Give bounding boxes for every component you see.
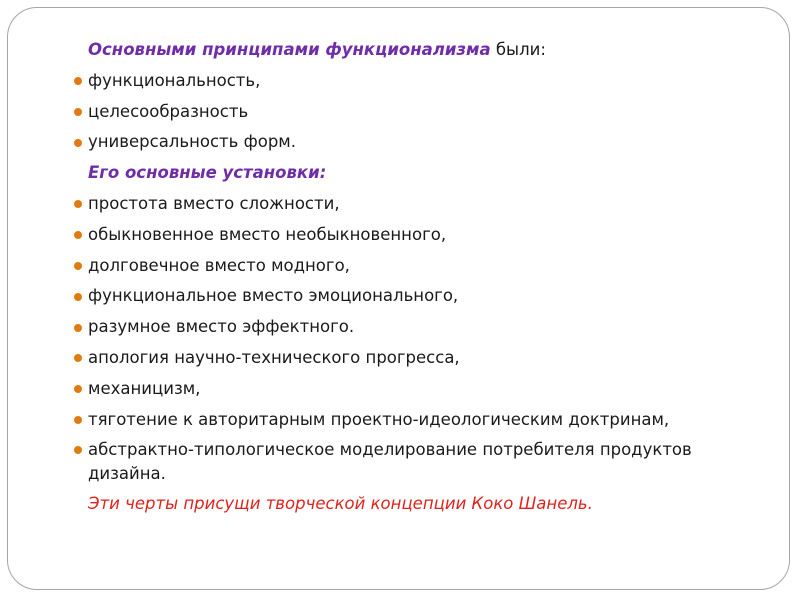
bullet-icon (74, 385, 82, 393)
bullet-icon (74, 77, 82, 85)
list-item (74, 189, 754, 220)
list-item (74, 251, 754, 282)
list-item (74, 343, 754, 374)
list-item (74, 374, 754, 405)
bullet-icon (74, 262, 82, 270)
bullet-icon (74, 293, 82, 301)
list-item-text: абстрактно-типологическое моделирование потребителя продуктов дизайна. (88, 440, 692, 484)
conclusion-line (74, 489, 754, 520)
list-item (74, 405, 754, 436)
list-item-text: целесообразность (88, 101, 249, 121)
bullet-icon (74, 200, 82, 208)
slide-content (74, 35, 754, 520)
list-item-text: универсальность форм. (88, 132, 296, 152)
list-item (74, 312, 754, 343)
intro-tail: были: (490, 40, 546, 59)
list-item-text: функциональное вместо эмоционального, (88, 286, 459, 306)
list-item-text: тяготение к авторитарным проектно-идеологическим доктринам, (88, 409, 670, 429)
list-item (74, 97, 754, 128)
list-item-text: механицизм, (88, 378, 201, 398)
intro-line (74, 35, 754, 66)
list-item-text: долговечное вместо модного, (88, 255, 350, 275)
list-item (74, 435, 754, 489)
attitudes-heading: Его основные установки: (88, 163, 327, 183)
bullet-icon (74, 416, 82, 424)
list-item (74, 66, 754, 97)
list-item-text: обыкновенное вместо необыкновенного, (88, 224, 447, 244)
intro-heading: Основными принципами функционализма (88, 40, 491, 59)
list-item-text: простота вместо сложности, (88, 193, 340, 213)
list-item-text: апология научно-технического прогресса, (88, 347, 460, 367)
bullet-icon (74, 108, 82, 116)
attitudes-heading-line (74, 158, 754, 189)
list-item-text: функциональность, (88, 70, 261, 90)
bullet-icon (74, 231, 82, 239)
list-item-text: разумное вместо эффектного. (88, 317, 355, 337)
bullet-icon (74, 324, 82, 332)
bullet-icon (74, 354, 82, 362)
list-item (74, 281, 754, 312)
list-item (74, 220, 754, 251)
list-item (74, 127, 754, 158)
bullet-icon (74, 446, 82, 454)
conclusion-text: Эти черты присущи творческой концепции Коко Шанель. (88, 494, 593, 514)
bullet-icon (74, 139, 82, 147)
